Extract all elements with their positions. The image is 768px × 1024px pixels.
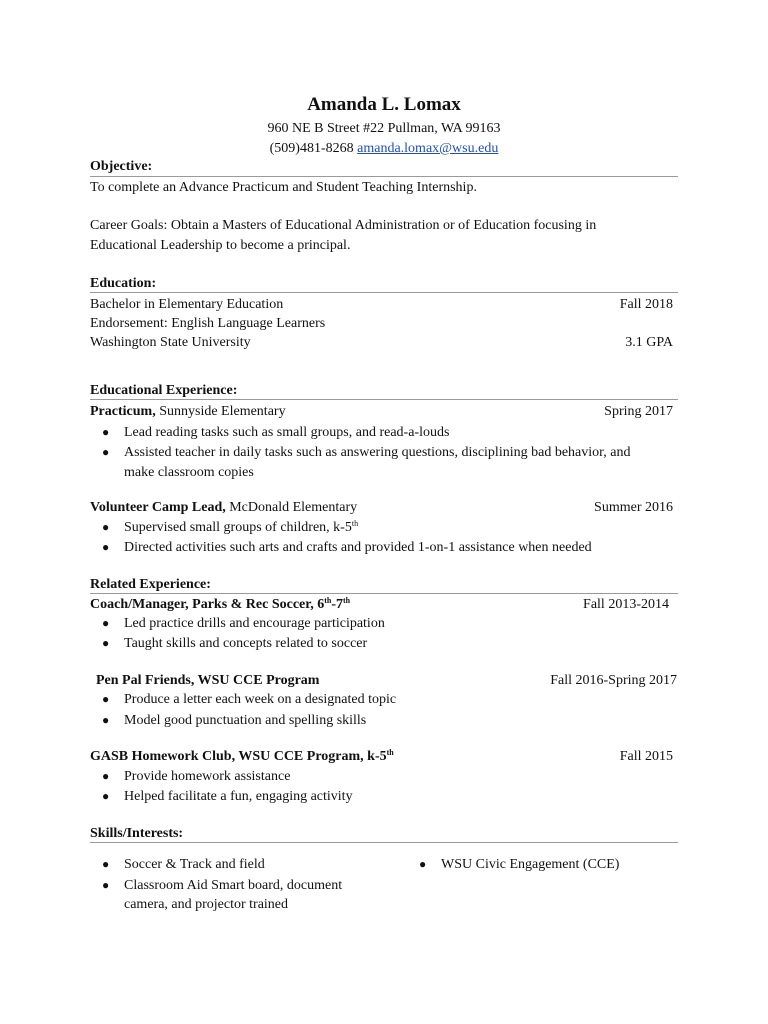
bullet-icon: ● (102, 445, 110, 459)
candidate-name: Amanda L. Lomax (307, 94, 461, 115)
skill-item-2-line-2: camera, and projector trained (124, 897, 289, 912)
camp-place: McDonald Elementary (225, 500, 358, 515)
bullet-icon: ● (102, 692, 110, 706)
camp-date: Summer 2016 (594, 500, 673, 515)
bullet-icon: ● (102, 769, 110, 783)
phone-number: (509)481-8268 (269, 141, 354, 156)
bullet-icon: ● (102, 878, 110, 892)
bullet-icon: ● (102, 857, 110, 871)
camp-bullet-1 (124, 518, 358, 537)
career-goals-line-2: Educational Leadership to become a principal. (90, 238, 351, 253)
penpal-bullet-1: Produce a letter each week on a designated topic (124, 692, 397, 707)
school: Washington State University (90, 335, 251, 350)
skill-item-1: Soccer & Track and field (124, 857, 265, 872)
contact-line (0, 139, 768, 158)
bullet-icon: ● (102, 636, 110, 650)
coach-bullet-1: Led practice drills and encourage participation (124, 616, 385, 631)
degree-date: Fall 2018 (619, 297, 673, 312)
ordinal-suffix: th (351, 519, 359, 528)
practicum-bullet-1: Lead reading tasks such as small groups, and read-a-louds (124, 425, 450, 440)
educational-experience-divider (90, 399, 678, 400)
coach-title-text: Coach/Manager, Parks & Rec Soccer, 6 (90, 597, 325, 612)
penpal-bullet-2: Model good punctuation and spelling skills (124, 713, 367, 728)
practicum-place: Sunnyside Elementary (155, 404, 286, 419)
coach-title (90, 595, 350, 614)
gasb-title-text: GASB Homework Club, WSU CCE Program, k-5 (90, 749, 387, 764)
gpa: 3.1 GPA (625, 335, 673, 350)
camp-entry-title (90, 498, 357, 517)
gasb-date: Fall 2015 (619, 749, 673, 764)
related-experience-heading: Related Experience: (90, 577, 211, 592)
penpal-title: Pen Pal Friends, WSU CCE Program (96, 673, 320, 688)
educational-experience-heading: Educational Experience: (90, 383, 238, 398)
skills-divider (90, 842, 678, 843)
practicum-date: Spring 2017 (604, 404, 673, 419)
degree: Bachelor in Elementary Education (90, 297, 284, 312)
practicum-bullet-2-line-1: Assisted teacher in daily tasks such as answering questions, disciplining bad behavior, and (124, 445, 631, 460)
objective-divider (90, 176, 678, 177)
practicum-title: Practicum, (90, 404, 156, 419)
gasb-bullet-1: Provide homework assistance (124, 769, 291, 784)
ordinal-suffix: th (343, 596, 351, 605)
career-goals-line-1: Career Goals: Obtain a Masters of Educational Administration or of Education focusing in (90, 218, 597, 233)
bullet-icon: ● (102, 616, 110, 630)
bullet-icon: ● (419, 857, 427, 871)
education-divider (90, 292, 678, 293)
objective-heading: Objective: (90, 159, 153, 174)
practicum-entry-title (90, 402, 286, 421)
bullet-icon: ● (102, 520, 110, 534)
related-experience-divider (90, 593, 678, 594)
email-link[interactable]: amanda.lomax@wsu.edu (357, 141, 499, 156)
camp-title: Volunteer Camp Lead, (90, 500, 226, 515)
bullet-icon: ● (102, 713, 110, 727)
education-heading: Education: (90, 276, 157, 291)
coach-title-range: -7 (331, 597, 343, 612)
practicum-bullet-2-line-2: make classroom copies (124, 465, 254, 480)
penpal-date: Fall 2016-Spring 2017 (550, 673, 677, 688)
ordinal-suffix: th (386, 748, 394, 757)
gasb-title (90, 747, 394, 766)
bullet-icon: ● (102, 789, 110, 803)
gasb-bullet-2: Helped facilitate a fun, engaging activity (124, 789, 353, 804)
skills-heading: Skills/Interests: (90, 826, 184, 841)
camp-bullet-1-text: Supervised small groups of children, k-5 (124, 520, 352, 535)
camp-bullet-2: Directed activities such arts and crafts and provided 1-on-1 assistance when needed (124, 540, 592, 555)
ordinal-suffix: th (324, 596, 332, 605)
bullet-icon: ● (102, 540, 110, 554)
bullet-icon: ● (102, 425, 110, 439)
address-line: 960 NE B Street #22 Pullman, WA 99163 (267, 121, 501, 136)
endorsement: Endorsement: English Language Learners (90, 316, 326, 331)
skill-item-3: WSU Civic Engagement (CCE) (441, 857, 620, 872)
coach-date: Fall 2013-2014 (583, 597, 669, 612)
coach-bullet-2: Taught skills and concepts related to soccer (124, 636, 368, 651)
objective-text: To complete an Advance Practicum and Student Teaching Internship. (90, 180, 477, 195)
skill-item-2-line-1: Classroom Aid Smart board, document (124, 878, 343, 893)
